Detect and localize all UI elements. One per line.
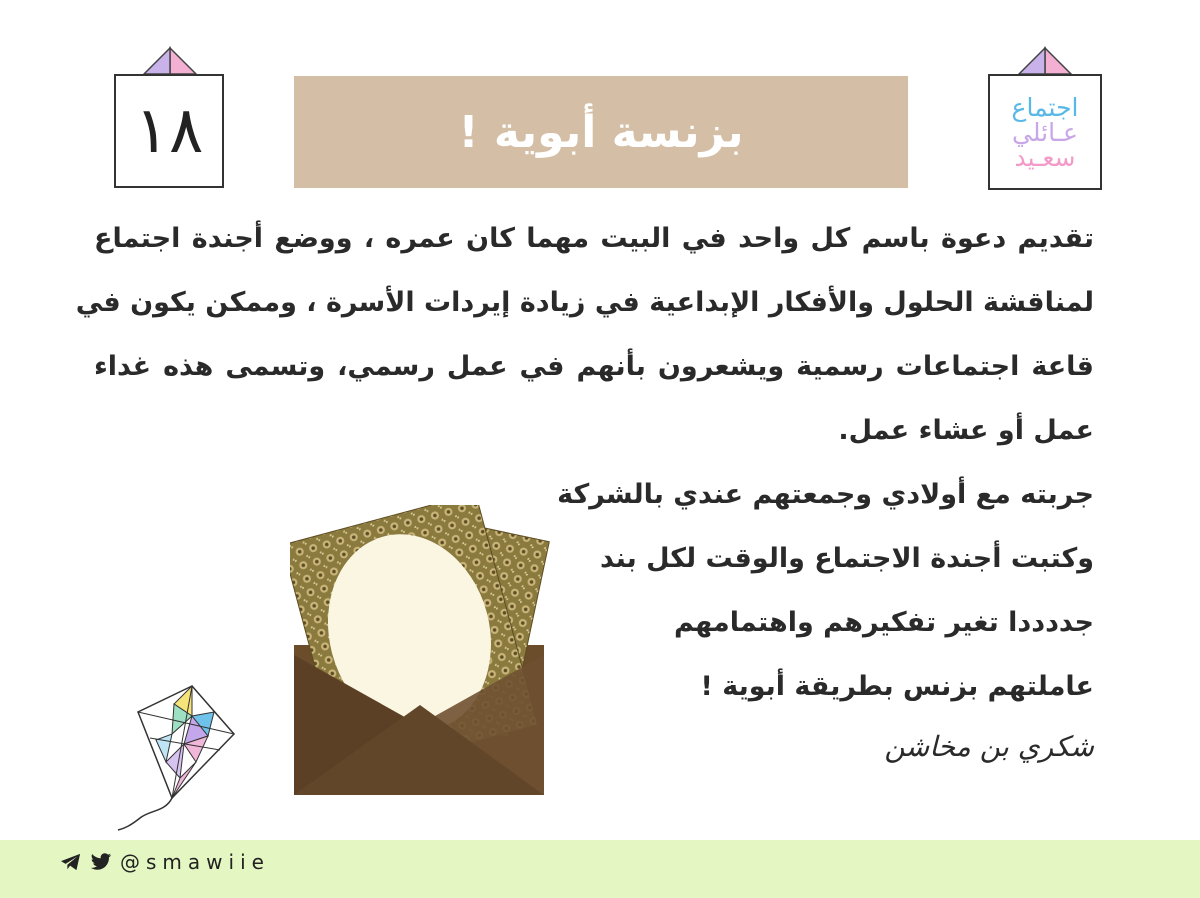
body-line: قاعة اجتماعات رسمية ويشعرون بأنهم في عمل رسمي، وتسمى هذه غداء (94, 351, 1094, 382)
logo-line-3: سعـيد (1014, 142, 1076, 172)
kite-top-left-icon (140, 46, 200, 76)
body-line: عاملتهم بزنس بطريقة أبوية ! (700, 671, 1094, 702)
body-line: عمل أو عشاء عمل. (838, 415, 1094, 446)
invitation-envelope-illustration (290, 505, 550, 800)
title-bar (294, 76, 908, 188)
social-handle (60, 850, 270, 874)
logo-line-2: عـائلي (1012, 117, 1078, 147)
page-title: بزنسة أبوية ! (458, 106, 744, 158)
handle-text[interactable]: @smawiie (120, 850, 270, 874)
event-logo (988, 74, 1102, 190)
body-line: جددددا تغير تفكيرهم واهتمامهم (674, 607, 1094, 638)
kite-top-right-icon (1015, 46, 1075, 76)
body-line: لمناقشة الحلول والأفكار الإبداعية في زيادة إيردات الأسرة ، وممكن يكون في (75, 287, 1094, 318)
body-line: جربته مع أولادي وجمعتهم عندي بالشركة (557, 479, 1094, 510)
body-line: وكتبت أجندة الاجتماع والوقت لكل بند (600, 543, 1094, 574)
twitter-icon[interactable] (90, 852, 112, 872)
kite-decoration-icon (110, 682, 240, 832)
logo-line-1: اجتماع (1011, 92, 1079, 122)
tip-number: ١٨ (114, 74, 224, 188)
body-text (75, 210, 1094, 722)
body-line: تقديم دعوة باسم كل واحد في البيت مهما كان عمره ، ووضع أجندة اجتماع (94, 223, 1094, 254)
telegram-icon[interactable] (60, 852, 82, 872)
signature: شكري بن مخاشن (884, 730, 1094, 763)
